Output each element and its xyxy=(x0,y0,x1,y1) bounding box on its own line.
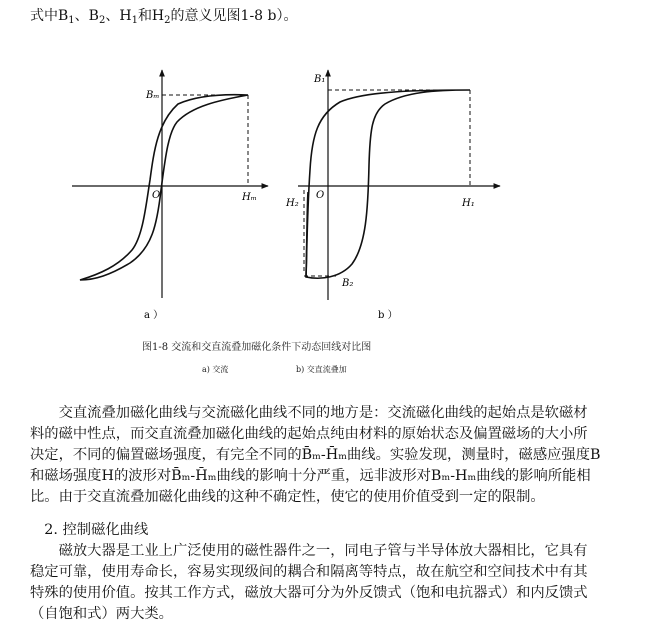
plot-b-label-h2: H₂ xyxy=(286,198,299,209)
plot-a-sublabel: a ） xyxy=(144,310,164,321)
subscript: 2 xyxy=(164,15,171,26)
plot-b-label-h1: H₁ xyxy=(462,198,475,209)
paragraph-line: 交直流叠加磁化曲线与交流磁化曲线不同的地方是：交流磁化曲线的起始点是软磁材 xyxy=(30,405,588,421)
paragraph-line: 和磁场强度H的波形对B̄ₘ-H̄ₘ曲线的影响十分严重，远非波形对Bₘ-Hₘ曲线的影响所能相 xyxy=(30,468,591,484)
paragraph-line: 料的磁中性点，而交直流叠加磁化曲线的起始点纯由材料的原始状态及偏置磁场的大小所 xyxy=(30,426,588,442)
intro-text: 式中B xyxy=(30,8,69,24)
plot-a-label-origin: O xyxy=(152,190,161,201)
paragraph-line: （自饱和式）两大类。 xyxy=(30,606,173,622)
plot-b xyxy=(298,70,500,300)
figure-legend-a: a) 交流 xyxy=(202,365,229,374)
paragraph-1 xyxy=(30,403,658,508)
section-2 xyxy=(30,520,658,625)
plot-b-label-b1: B₁ xyxy=(314,74,326,85)
plot-b-loop xyxy=(306,90,470,278)
intro-text: 的意义见图1-8 b）。 xyxy=(170,8,298,24)
figure-caption: 图1-8 交流和交直流叠加磁化条件下动态回线对比图 xyxy=(142,342,372,353)
plot-b-sublabel: b ） xyxy=(378,310,398,321)
plot-a-loop xyxy=(80,95,248,280)
plot-b-label-origin: O xyxy=(316,190,325,201)
plot-b-label-b2: B₂ xyxy=(342,278,354,289)
intro-text: 、B xyxy=(74,8,99,24)
subscript: 2 xyxy=(98,15,106,26)
plot-a-label-bm: Bₘ xyxy=(146,90,160,101)
subscript: 1 xyxy=(68,15,75,26)
paragraph-line: 特殊的使用价值。按其工作方式，磁放大器可分为外反馈式（饱和电抗器式）和内反馈式 xyxy=(30,585,588,601)
paragraph-line: 决定，不同的偏置磁场强度，有完全不同的B̄ₘ-H̄ₘ曲线。实验发现，测量时，磁感应强度B xyxy=(30,447,601,463)
intro-text: 和H xyxy=(137,8,165,24)
intro-text: 、H xyxy=(105,8,132,24)
paragraph-line: 稳定可靠，使用寿命长，容易实现级间的耦合和隔离等特点，故在航空和空间技术中有其 xyxy=(30,564,588,580)
paragraph-line: 磁放大器是工业上广泛使用的磁性器件之一，同电子管与半导体放大器相比，它具有 xyxy=(30,543,588,559)
figure-legend-b: b) 交直流叠加 xyxy=(296,365,347,374)
plot-a xyxy=(72,70,268,298)
subscript: 1 xyxy=(131,15,138,26)
plot-a-label-hm: Hₘ xyxy=(242,192,257,203)
section-heading: 2. 控制磁化曲线 xyxy=(30,522,149,538)
paragraph-line: 比。由于交直流叠加磁化曲线的这种不确定性，使它的使用价值受到一定的限制。 xyxy=(30,489,545,505)
